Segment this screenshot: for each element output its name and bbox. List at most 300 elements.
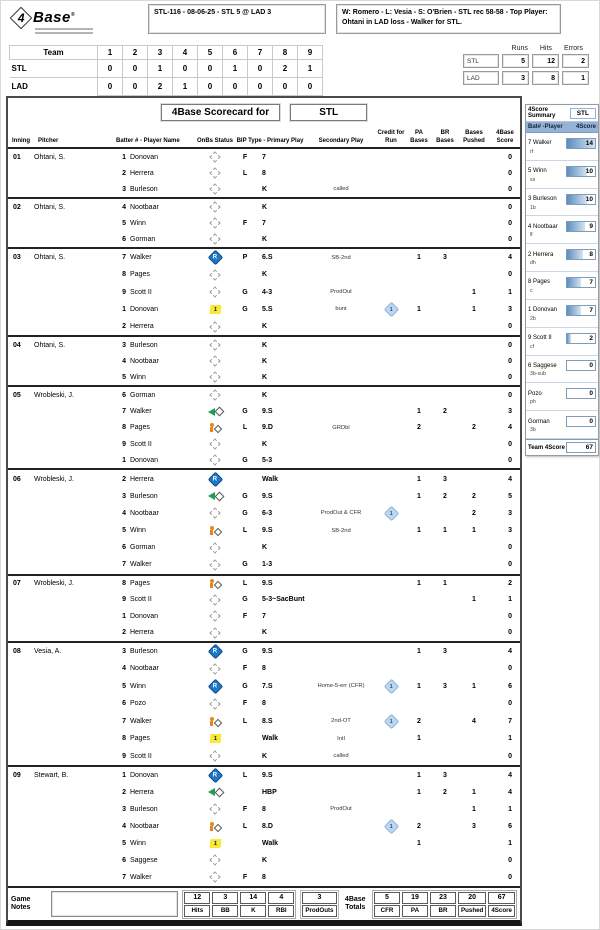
pa-bases: 1 — [417, 839, 421, 847]
onbase-empty-icon — [209, 321, 220, 332]
batter-row — [8, 784, 520, 801]
summary-player-row — [526, 272, 598, 300]
onbs-status — [196, 561, 234, 569]
onbs-status — [196, 596, 234, 604]
rhe-header-label: Hits — [539, 45, 552, 52]
onbs-status — [196, 305, 234, 314]
batter-row — [8, 852, 520, 869]
bip-type: P — [242, 254, 248, 262]
scorecard-team-box[interactable]: STL — [290, 104, 367, 121]
batter-row — [8, 767, 520, 784]
linescore-header-row — [10, 46, 323, 60]
linescore-cell: 0 — [98, 78, 123, 96]
inning-group — [8, 470, 520, 575]
fourbase-score: 0 — [508, 752, 512, 760]
bip-type: L — [242, 717, 248, 725]
primary-play: Walk — [262, 735, 279, 743]
primary-play: K — [262, 341, 268, 349]
linescore-body — [10, 60, 323, 96]
bip-type: F — [242, 665, 248, 673]
fourbase-score: 4 — [508, 771, 512, 779]
game-info-box: STL-116 - 08-06-25 - STL 5 @ LAD 3 — [148, 4, 326, 34]
rhe-team-name: LAD — [463, 71, 499, 85]
summary-header — [526, 105, 598, 122]
onbase-empty-icon — [209, 804, 220, 815]
player-score-value: 0 — [589, 362, 593, 370]
onbase-scored-icon: R — [207, 471, 223, 487]
logo-diamond-icon: 4 — [10, 7, 33, 30]
pa-bases: 1 — [417, 305, 421, 313]
credit-for-run — [376, 508, 406, 519]
batter-name: Herrera — [130, 323, 154, 331]
logo-tagline — [35, 28, 93, 36]
total-box — [374, 892, 400, 917]
bip-type: L — [242, 822, 248, 830]
column-header: Batter # - Player Name — [116, 137, 180, 144]
onbase-empty-icon — [209, 611, 220, 622]
batter-row — [8, 712, 520, 729]
summary-player-row — [526, 383, 598, 411]
summary-player-row — [526, 161, 598, 189]
batter-name: Donovan — [130, 456, 159, 464]
onbase-first-icon: 1 — [209, 839, 221, 848]
column-header: BIP Type - Primary Play — [236, 137, 304, 144]
onbase-scored-icon: R — [207, 678, 223, 694]
summary-rows — [526, 133, 598, 439]
linescore-cell: 0 — [198, 60, 223, 78]
batter-number: 8 — [122, 580, 126, 588]
summary-player-row — [526, 189, 598, 217]
rhe-row — [463, 54, 589, 68]
column-header: OnBs Status — [196, 137, 233, 144]
batter-number: 3 — [122, 492, 126, 500]
batter-name: Winn — [130, 839, 146, 847]
pa-bases: 1 — [417, 475, 421, 483]
onbs-status — [196, 681, 234, 692]
batter-number: 9 — [122, 752, 126, 760]
batter-row — [8, 387, 520, 403]
batter-number: 9 — [122, 440, 126, 448]
linescore-inning-header: 7 — [248, 46, 273, 60]
secondary-play: ProdOut — [330, 289, 352, 296]
scorecard-footer — [8, 886, 520, 920]
primary-play: 5-3~SacBunt — [262, 596, 305, 604]
onbase-empty-icon — [209, 390, 220, 401]
rhe-header-label: Errors — [563, 45, 583, 52]
batter-name: Winn — [130, 219, 146, 227]
total-label: PA — [402, 905, 428, 917]
batter-row — [8, 452, 520, 468]
batter-number: 7 — [122, 561, 126, 569]
onbs-status — [196, 235, 234, 243]
cfr-diamond-icon: 1 — [383, 302, 399, 318]
inning-cell: 05 — [13, 391, 21, 399]
onbase-empty-icon — [209, 269, 220, 280]
pa-bases: 1 — [417, 771, 421, 779]
onbase-empty-icon — [209, 167, 220, 178]
bases-pushed: 1 — [472, 527, 476, 535]
player-score-bar — [566, 333, 596, 344]
prodouts-value: 3 — [302, 892, 336, 904]
bip-type: F — [242, 873, 248, 881]
linescore-cell: 0 — [273, 78, 298, 96]
linescore-row — [10, 60, 323, 78]
batter-row — [8, 149, 520, 165]
bases-pushed: 1 — [472, 288, 476, 296]
player-position: ss — [530, 176, 536, 183]
base-diamond — [213, 718, 221, 726]
primary-play: K — [262, 440, 268, 448]
primary-play: 4-3 — [262, 288, 273, 296]
column-header: Bases Pushed — [463, 130, 485, 144]
batter-number: 5 — [122, 219, 126, 227]
batter-number: 2 — [122, 629, 126, 637]
team-total-label: Team 4Score — [528, 444, 565, 451]
linescore-table — [9, 45, 323, 96]
linescore-cell: 0 — [298, 78, 323, 96]
pa-bases: 1 — [417, 682, 421, 690]
secondary-play: ProdOut — [330, 806, 352, 813]
br-bases: 3 — [443, 771, 447, 779]
base-diamond — [214, 407, 224, 417]
summary-player-row — [526, 328, 598, 356]
onbs-status — [196, 323, 234, 331]
batting-totals-group — [182, 890, 296, 919]
fourbase-score: 4 — [508, 647, 512, 655]
br-bases: 3 — [443, 647, 447, 655]
onbase-third-icon — [208, 492, 223, 500]
onbs-status — [196, 805, 234, 813]
player-score-value: 10 — [585, 195, 593, 203]
rhe-value: 2 — [562, 54, 589, 68]
batter-number: 2 — [122, 323, 126, 331]
batter-name: Pozo — [130, 700, 146, 708]
onbs-status — [196, 440, 234, 448]
team-total-row — [526, 439, 598, 455]
column-header: Credit for Run — [377, 130, 405, 144]
primary-play: K — [262, 357, 268, 365]
stat-label: RBI — [268, 905, 294, 917]
linescore-inning-header: 6 — [223, 46, 248, 60]
inning-group — [8, 199, 520, 249]
team-total-value: 67 — [566, 442, 596, 453]
player-name: 7 Walker — [528, 140, 552, 147]
onbase-empty-icon — [209, 233, 220, 244]
bip-type: G — [242, 288, 248, 296]
secondary-play: 2nd-OT — [331, 718, 351, 725]
player-name: 2 Herrera — [528, 251, 554, 258]
batter-number: 9 — [122, 596, 126, 604]
onbs-status — [196, 579, 234, 588]
onbs-status — [196, 734, 234, 743]
batter-number: 4 — [122, 822, 126, 830]
onbase-empty-icon — [209, 542, 220, 553]
score-bar-fill — [567, 334, 571, 343]
pitcher-cell: Vesia, A. — [34, 647, 62, 655]
onbase-empty-icon — [209, 201, 220, 212]
primary-play: Walk — [262, 475, 279, 483]
fourbase-score: 4 — [508, 424, 512, 432]
batter-row — [8, 818, 520, 835]
fourbase-score: 0 — [508, 544, 512, 552]
onbs-status — [196, 788, 234, 796]
bases-pushed: 1 — [472, 596, 476, 604]
primary-play: 9.S — [262, 408, 273, 416]
batter-number: 4 — [122, 509, 126, 517]
br-bases: 2 — [443, 788, 447, 796]
total-label: Pushed — [458, 905, 486, 917]
player-name: 5 Winn — [528, 168, 547, 175]
batter-number: 6 — [122, 700, 126, 708]
onbs-status — [196, 629, 234, 637]
onbs-status — [196, 873, 234, 881]
br-bases: 3 — [443, 475, 447, 483]
rhe-value: 8 — [532, 71, 559, 85]
linescore-cell: 0 — [98, 60, 123, 78]
onbs-status — [196, 423, 234, 432]
batter-name: Gorman — [130, 391, 156, 399]
score-bar-fill — [567, 167, 587, 176]
linescore-inning-header: 1 — [98, 46, 123, 60]
pitcher-cell: Wrobleski, J. — [34, 391, 74, 399]
total-label: CFR — [374, 905, 400, 917]
rhe-rows — [463, 54, 589, 85]
summary-player-row — [526, 216, 598, 244]
primary-play: K — [262, 373, 268, 381]
batter-name: Donovan — [130, 153, 159, 161]
batter-row — [8, 608, 520, 624]
batter-row — [8, 249, 520, 266]
batter-name: Pages — [130, 735, 150, 743]
onbs-status — [196, 665, 234, 673]
column-header-row — [8, 123, 520, 149]
batter-number: 2 — [122, 788, 126, 796]
batter-number: 1 — [122, 153, 126, 161]
linescore-team-header: Team — [10, 46, 98, 60]
br-bases: 1 — [443, 580, 447, 588]
onbase-second-icon — [210, 423, 221, 432]
primary-play: 7 — [262, 153, 266, 161]
primary-play: 8 — [262, 665, 266, 673]
fourbase-score: 0 — [508, 185, 512, 193]
inning-group — [8, 643, 520, 767]
batter-row — [8, 576, 520, 592]
player-position: 2b — [530, 315, 536, 322]
base-diamond — [213, 528, 221, 536]
player-score-value: 2 — [589, 334, 593, 342]
inning-group — [8, 249, 520, 337]
player-position: lf — [530, 232, 533, 239]
onbase-empty-icon — [209, 855, 220, 866]
batter-name: Nootbaar — [130, 665, 159, 673]
primary-play: K — [262, 271, 268, 279]
player-position: 3b-sub — [530, 371, 546, 378]
batter-row — [8, 231, 520, 247]
onbs-status — [196, 456, 234, 464]
column-header: Inning — [12, 137, 30, 144]
column-header: Pitcher — [38, 137, 59, 144]
batter-row — [8, 165, 520, 181]
game-notes-input[interactable] — [51, 891, 179, 917]
summary-col-score: 4Score — [575, 124, 596, 130]
batter-name: Walker — [130, 254, 152, 262]
linescore-cell: 1 — [298, 60, 323, 78]
rhe-headers — [463, 45, 589, 52]
bases-pushed: 2 — [472, 509, 476, 517]
batter-number: 8 — [122, 271, 126, 279]
batter-number: 6 — [122, 856, 126, 864]
onbase-empty-icon — [209, 372, 220, 383]
fourbase-score: 0 — [508, 341, 512, 349]
secondary-play: ProdOut & CFR — [320, 510, 362, 517]
batter-name: Pages — [130, 424, 150, 432]
fourbase-score: 1 — [508, 735, 512, 743]
batter-name: Nootbaar — [130, 357, 159, 365]
linescore-team-name: LAD — [10, 78, 98, 96]
batter-row — [8, 436, 520, 452]
batter-row — [8, 337, 520, 353]
player-position: c — [530, 287, 533, 294]
br-bases: 3 — [443, 682, 447, 690]
onbs-status — [196, 357, 234, 365]
inning-cell: 03 — [13, 254, 21, 262]
batter-name: Walker — [130, 561, 152, 569]
fourbase-score: 0 — [508, 271, 512, 279]
primary-play: K — [262, 544, 268, 552]
onbase-empty-icon — [209, 183, 220, 194]
pitcher-cell: Wrobleski, J. — [34, 580, 74, 588]
prodouts-label: ProdOuts — [302, 905, 336, 917]
linescore-cell: 0 — [123, 78, 148, 96]
player-score-value: 9 — [589, 223, 593, 231]
score-bar-fill — [567, 195, 587, 204]
onbase-third-icon — [208, 788, 223, 796]
primary-play: 7 — [262, 219, 266, 227]
game-notes-label: Game Notes — [11, 896, 31, 911]
summary-team-box[interactable]: STL — [570, 108, 596, 119]
batter-row — [8, 643, 520, 660]
batter-name: Saggese — [130, 856, 158, 864]
summary-col-player: Bat# -Player — [528, 124, 563, 130]
onbase-empty-icon — [209, 627, 220, 638]
batter-number: 3 — [122, 805, 126, 813]
batter-row — [8, 592, 520, 608]
linescore-cell: 1 — [223, 60, 248, 78]
batter-number: 7 — [122, 254, 126, 262]
secondary-play: Home-5-err (CFR) — [317, 683, 365, 690]
score-bar-fill — [567, 222, 585, 231]
batter-name: Burleson — [130, 185, 158, 193]
rhe-row — [463, 71, 589, 85]
fourbase-score: 4 — [508, 788, 512, 796]
batter-row — [8, 181, 520, 197]
linescore-cell: 1 — [148, 60, 173, 78]
batter-name: Gorman — [130, 544, 156, 552]
scorecard-title-row — [8, 98, 520, 123]
inning-group — [8, 149, 520, 199]
player-score-bar — [566, 138, 596, 149]
pitcher-cell: Ohtani, S. — [34, 341, 66, 349]
stat-box — [240, 892, 266, 917]
fourbase-score: 0 — [508, 391, 512, 399]
bip-type: F — [242, 219, 248, 227]
primary-play: 1-3 — [262, 561, 273, 569]
onbase-empty-icon — [209, 287, 220, 298]
player-position: rf — [530, 148, 534, 155]
onbs-status — [196, 544, 234, 552]
batter-number: 2 — [122, 169, 126, 177]
player-score-value: 0 — [589, 390, 593, 398]
fourbase-score: 0 — [508, 456, 512, 464]
linescore-cell: 0 — [198, 78, 223, 96]
batter-row — [8, 420, 520, 436]
batter-number: 8 — [122, 735, 126, 743]
batter-name: Donovan — [130, 305, 159, 313]
batter-name: Winn — [130, 527, 146, 535]
primary-play: HBP — [262, 788, 277, 796]
pa-bases: 2 — [417, 822, 421, 830]
batter-name: Burleson — [130, 341, 158, 349]
base-diamond — [214, 491, 224, 501]
primary-play: 9.S — [262, 527, 273, 535]
fourbase-score: 0 — [508, 856, 512, 864]
onbs-status — [196, 526, 234, 535]
scorecard-rows — [8, 149, 520, 886]
batter-name: Scott II — [130, 752, 152, 760]
batter-row — [8, 266, 520, 283]
player-position: ph — [530, 399, 536, 406]
batter-row — [8, 556, 520, 573]
onbs-status — [196, 391, 234, 399]
onbase-scored-icon: R — [207, 250, 223, 266]
onbase-scored-icon: R — [207, 644, 223, 660]
primary-play: 8 — [262, 700, 266, 708]
pa-bases: 1 — [417, 254, 421, 262]
fourbase-score: 4 — [508, 254, 512, 262]
fourbase-score: 0 — [508, 203, 512, 211]
second-base-runner — [210, 423, 214, 432]
inning-cell: 06 — [13, 475, 21, 483]
onbs-status — [196, 752, 234, 760]
player-name: 3 Burleson — [528, 196, 557, 203]
player-score-value: 10 — [585, 167, 593, 175]
batter-number: 1 — [122, 612, 126, 620]
player-score-value: 7 — [589, 306, 593, 314]
inning-group — [8, 337, 520, 387]
inning-cell: 01 — [13, 153, 21, 161]
logo-brand: Base® — [33, 8, 76, 26]
player-score-value: 7 — [589, 278, 593, 286]
result-info-box: W: Romero - L: Vesia - S: O'Brien - STL rec 58-58 - Top Player: Ohtani in LAD loss - Walker for STL. — [336, 4, 561, 34]
batter-name: Winn — [130, 682, 146, 690]
batter-number: 4 — [122, 203, 126, 211]
cfr-diamond-icon: 1 — [383, 678, 399, 694]
bip-type: L — [242, 169, 248, 177]
fourbase-score: 6 — [508, 682, 512, 690]
onbs-status — [196, 185, 234, 193]
batter-number: 1 — [122, 456, 126, 464]
batter-row — [8, 695, 520, 712]
fourbase-score: 0 — [508, 665, 512, 673]
player-score-bar — [566, 221, 596, 232]
batter-name: Burleson — [130, 805, 158, 813]
secondary-play: called — [333, 186, 349, 193]
primary-play: K — [262, 629, 268, 637]
fourbase-score: 2 — [508, 580, 512, 588]
primary-play: K — [262, 323, 268, 331]
batter-name: Walker — [130, 408, 152, 416]
bip-type: L — [242, 771, 248, 779]
